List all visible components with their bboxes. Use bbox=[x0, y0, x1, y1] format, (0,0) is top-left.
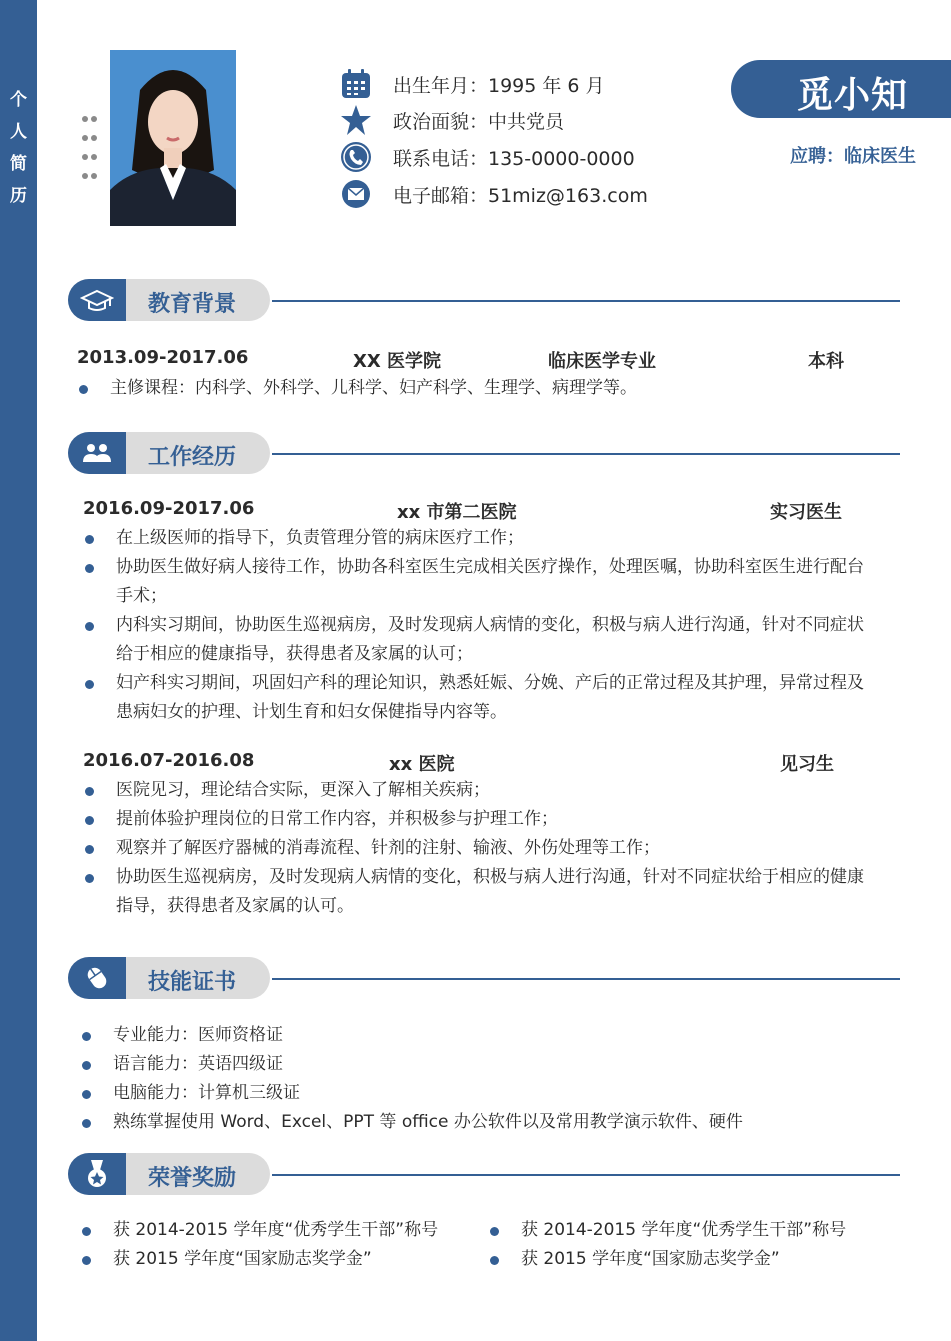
calendar-icon bbox=[340, 68, 372, 100]
edu-period: 2013.09-2017.06 bbox=[77, 347, 249, 368]
honor-item: 获 2014-2015 学年度“优秀学生干部”称号 bbox=[113, 1216, 483, 1245]
job-period: 2016.07-2016.08 bbox=[83, 750, 255, 771]
honor-item: 获 2015 学年度“国家励志奖学金” bbox=[521, 1245, 891, 1274]
section-education bbox=[68, 279, 900, 323]
phone-text: 联系电话：135-0000-0000 bbox=[393, 148, 635, 170]
skill-item: 电脑能力：计算机三级证 bbox=[113, 1079, 873, 1108]
section-divider bbox=[272, 453, 900, 455]
sidebar bbox=[0, 0, 37, 1341]
sidebar-char: 人 bbox=[10, 122, 27, 142]
job-duty: 在上级医师的指导下，负责管理分管的病床医疗工作； bbox=[116, 524, 876, 553]
job-org: xx 市第二医院 bbox=[397, 502, 517, 523]
candidate-name: 觅小知 bbox=[797, 75, 909, 116]
section-icon-bg bbox=[68, 1153, 126, 1195]
skill-item: 熟练掌握使用 Word、Excel、PPT 等 office 办公软件以及常用教学演示软件、硬件 bbox=[113, 1108, 873, 1137]
mail-icon bbox=[340, 178, 372, 210]
drag-handle-icon[interactable] bbox=[82, 110, 100, 186]
info-phone bbox=[340, 139, 680, 173]
honor-item: 获 2015 学年度“国家励志奖学金” bbox=[113, 1245, 483, 1274]
sidebar-char: 个 bbox=[10, 90, 27, 110]
job-duty: 观察并了解医疗器械的消毒流程、针剂的注射、输液、外伤处理等工作； bbox=[116, 834, 876, 863]
job-duty: 提前体验护理岗位的日常工作内容，并积极参与护理工作； bbox=[116, 805, 876, 834]
section-icon-bg bbox=[68, 432, 126, 474]
medal-icon bbox=[80, 1158, 114, 1190]
job-duty: 医院见习，理论结合实际，更深入了解相关疾病； bbox=[116, 776, 876, 805]
email-text: 电子邮箱：51miz@163.com bbox=[393, 185, 648, 207]
job-duty: 妇产科实习期间，巩固妇产科的理论知识，熟悉妊娠、分娩、产后的正常过程及其护理，异常过程及患病妇女的护理、计划生育和妇女保健指导内容等。 bbox=[116, 669, 876, 727]
section-divider bbox=[272, 978, 900, 980]
section-title: 技能证书 bbox=[148, 970, 237, 995]
section-icon-bg bbox=[68, 957, 126, 999]
job-role: 实习医生 bbox=[770, 502, 842, 523]
edu-school: XX 医学院 bbox=[353, 351, 442, 372]
job-role: 见习生 bbox=[780, 754, 834, 775]
star-icon bbox=[340, 104, 372, 136]
section-divider bbox=[272, 300, 900, 302]
skill-item: 语言能力：英语四级证 bbox=[113, 1050, 873, 1079]
edu-courses: 主修课程：内科学、外科学、儿科学、妇产科学、生理学、病理学等。 bbox=[110, 374, 890, 403]
section-work bbox=[68, 432, 900, 476]
graduation-cap-icon bbox=[80, 284, 114, 316]
section-icon-bg bbox=[68, 279, 126, 321]
mouse-icon bbox=[80, 962, 114, 994]
honor-item: 获 2014-2015 学年度“优秀学生干部”称号 bbox=[521, 1216, 891, 1245]
info-politics bbox=[340, 102, 680, 136]
job-duty: 协助医生做好病人接待工作，协助各科室医生完成相关医疗操作，处理医嘱，协助科室医生进行配台手术； bbox=[116, 553, 876, 611]
job-period: 2016.09-2017.06 bbox=[83, 498, 255, 519]
section-title: 工作经历 bbox=[148, 445, 237, 470]
name-tag bbox=[731, 60, 951, 118]
skill-item: 专业能力：医师资格证 bbox=[113, 1021, 873, 1050]
phone-icon bbox=[340, 141, 372, 173]
apply-position: 应聘：临床医生 bbox=[790, 146, 916, 167]
info-email bbox=[340, 176, 680, 210]
sidebar-char: 历 bbox=[10, 186, 27, 206]
section-honors bbox=[68, 1153, 900, 1197]
team-icon bbox=[80, 437, 114, 469]
sidebar-char: 简 bbox=[10, 154, 27, 174]
politics-text: 政治面貌：中共党员 bbox=[393, 111, 565, 133]
info-birth bbox=[340, 66, 680, 100]
section-skills bbox=[68, 957, 900, 1001]
section-title: 荣誉奖励 bbox=[148, 1166, 237, 1191]
profile-photo bbox=[110, 50, 236, 226]
job-duty: 内科实习期间，协助医生巡视病房，及时发现病人病情的变化，积极与病人进行沟通，针对不同症状给于相应的健康指导，获得患者及家属的认可； bbox=[116, 611, 876, 669]
job-org: xx 医院 bbox=[389, 754, 455, 775]
birth-text: 出生年月：1995 年 6 月 bbox=[393, 75, 605, 97]
edu-degree: 本科 bbox=[808, 351, 844, 372]
section-title: 教育背景 bbox=[148, 292, 237, 317]
section-divider bbox=[272, 1174, 900, 1176]
job-duty: 协助医生巡视病房，及时发现病人病情的变化，积极与病人进行沟通，针对不同症状给于相应的健康指导，获得患者及家属的认可。 bbox=[116, 863, 876, 921]
edu-major: 临床医学专业 bbox=[548, 351, 656, 372]
sidebar-title bbox=[0, 84, 37, 212]
